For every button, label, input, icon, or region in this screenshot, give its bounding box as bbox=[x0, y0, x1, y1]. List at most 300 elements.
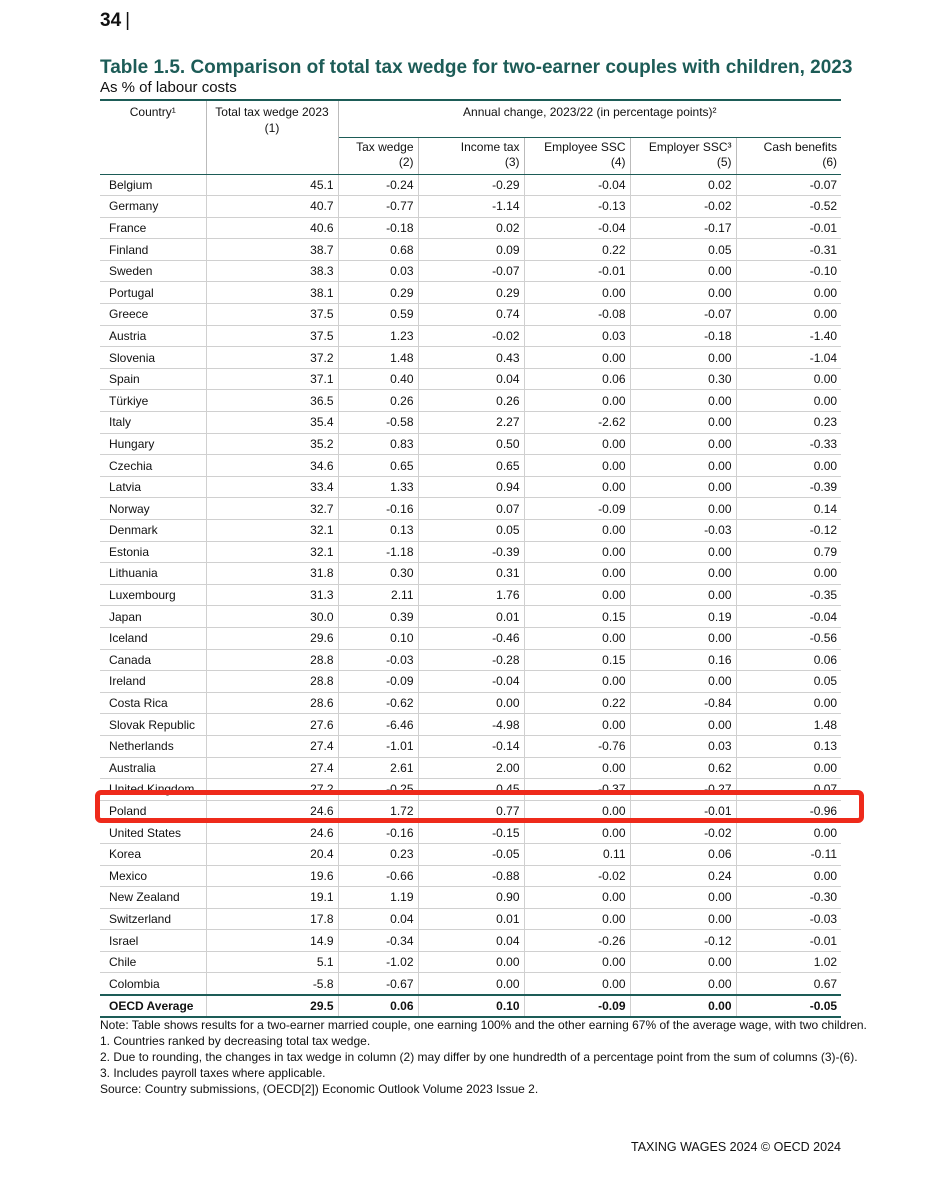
value-cell: 0.00 bbox=[736, 563, 841, 585]
country-cell: Germany bbox=[100, 196, 206, 218]
value-cell: 28.8 bbox=[206, 671, 338, 693]
value-cell: 35.4 bbox=[206, 412, 338, 434]
value-cell: -0.16 bbox=[338, 498, 418, 520]
value-cell: 0.10 bbox=[418, 995, 524, 1017]
table-row bbox=[100, 908, 841, 930]
header-annual-change: Annual change, 2023/22 (in percentage points)² bbox=[338, 100, 841, 137]
value-cell: -0.01 bbox=[630, 800, 736, 822]
value-cell: 0.13 bbox=[338, 520, 418, 542]
value-cell: 0.00 bbox=[524, 433, 630, 455]
value-cell: 0.05 bbox=[418, 520, 524, 542]
table-row bbox=[100, 239, 841, 261]
value-cell: 0.03 bbox=[338, 260, 418, 282]
value-cell: -0.39 bbox=[418, 541, 524, 563]
value-cell: -0.07 bbox=[418, 260, 524, 282]
value-cell: 27.6 bbox=[206, 714, 338, 736]
table-row bbox=[100, 973, 841, 995]
country-cell: Spain bbox=[100, 368, 206, 390]
value-cell: 0.50 bbox=[418, 433, 524, 455]
country-cell: Iceland bbox=[100, 627, 206, 649]
country-cell: OECD Average bbox=[100, 995, 206, 1017]
value-cell: -0.25 bbox=[338, 779, 418, 801]
value-cell: 0.00 bbox=[524, 584, 630, 606]
value-cell: 0.00 bbox=[418, 973, 524, 995]
value-cell: 33.4 bbox=[206, 476, 338, 498]
country-cell: Israel bbox=[100, 930, 206, 952]
value-cell: 0.65 bbox=[338, 455, 418, 477]
value-cell: 0.30 bbox=[338, 563, 418, 585]
value-cell: 0.00 bbox=[630, 390, 736, 412]
value-cell: 0.00 bbox=[630, 951, 736, 973]
table-row bbox=[100, 368, 841, 390]
value-cell: -0.02 bbox=[524, 865, 630, 887]
table-row bbox=[100, 563, 841, 585]
table-row bbox=[100, 757, 841, 779]
value-cell: -0.01 bbox=[736, 930, 841, 952]
value-cell: 35.2 bbox=[206, 433, 338, 455]
value-cell: -0.30 bbox=[736, 887, 841, 909]
table-row bbox=[100, 304, 841, 326]
country-cell: Netherlands bbox=[100, 735, 206, 757]
table-row bbox=[100, 692, 841, 714]
header-country: Country¹ bbox=[100, 100, 206, 174]
value-cell: 0.00 bbox=[418, 692, 524, 714]
table-row bbox=[100, 390, 841, 412]
value-cell: 0.67 bbox=[736, 973, 841, 995]
value-cell: 0.94 bbox=[418, 476, 524, 498]
header-total-label: Total tax wedge 2023 bbox=[215, 105, 329, 119]
value-cell: 0.06 bbox=[630, 843, 736, 865]
page-footer: TAXING WAGES 2024 © OECD 2024 bbox=[631, 1140, 841, 1154]
value-cell: 28.6 bbox=[206, 692, 338, 714]
country-cell: Costa Rica bbox=[100, 692, 206, 714]
value-cell: 0.26 bbox=[338, 390, 418, 412]
value-cell: -0.02 bbox=[630, 196, 736, 218]
value-cell: 34.6 bbox=[206, 455, 338, 477]
value-cell: 20.4 bbox=[206, 843, 338, 865]
value-cell: 19.1 bbox=[206, 887, 338, 909]
value-cell: -0.04 bbox=[418, 671, 524, 693]
value-cell: -0.12 bbox=[736, 520, 841, 542]
value-cell: 0.00 bbox=[524, 455, 630, 477]
header-total bbox=[206, 100, 338, 174]
value-cell: 0.00 bbox=[736, 282, 841, 304]
value-cell: 0.79 bbox=[736, 541, 841, 563]
header-sub-num: (3) bbox=[504, 154, 520, 169]
value-cell: 0.23 bbox=[338, 843, 418, 865]
value-cell: -0.17 bbox=[630, 217, 736, 239]
value-cell: 0.10 bbox=[338, 627, 418, 649]
value-cell: -0.03 bbox=[630, 520, 736, 542]
header-sub bbox=[418, 137, 524, 174]
value-cell: 17.8 bbox=[206, 908, 338, 930]
country-cell: Portugal bbox=[100, 282, 206, 304]
value-cell: 0.00 bbox=[630, 541, 736, 563]
value-cell: -0.08 bbox=[524, 304, 630, 326]
value-cell: -0.10 bbox=[736, 260, 841, 282]
country-cell: Italy bbox=[100, 412, 206, 434]
value-cell: 2.00 bbox=[418, 757, 524, 779]
value-cell: 0.74 bbox=[418, 304, 524, 326]
value-cell: 40.7 bbox=[206, 196, 338, 218]
country-cell: Switzerland bbox=[100, 908, 206, 930]
value-cell: 0.00 bbox=[630, 714, 736, 736]
value-cell: 0.02 bbox=[630, 174, 736, 196]
value-cell: -0.14 bbox=[418, 735, 524, 757]
value-cell: 0.03 bbox=[630, 735, 736, 757]
country-cell: Canada bbox=[100, 649, 206, 671]
value-cell: 0.68 bbox=[338, 239, 418, 261]
country-cell: Lithuania bbox=[100, 563, 206, 585]
country-cell: Slovenia bbox=[100, 347, 206, 369]
country-cell: Denmark bbox=[100, 520, 206, 542]
value-cell: 1.33 bbox=[338, 476, 418, 498]
value-cell: 0.00 bbox=[736, 822, 841, 844]
value-cell: -0.46 bbox=[418, 627, 524, 649]
page-number-separator: | bbox=[125, 10, 131, 31]
value-cell: -0.39 bbox=[736, 476, 841, 498]
country-cell: Sweden bbox=[100, 260, 206, 282]
value-cell: 1.48 bbox=[736, 714, 841, 736]
value-cell: -0.31 bbox=[736, 239, 841, 261]
table-row bbox=[100, 412, 841, 434]
value-cell: -0.76 bbox=[524, 735, 630, 757]
value-cell: 0.00 bbox=[736, 390, 841, 412]
value-cell: 0.30 bbox=[630, 368, 736, 390]
table-row bbox=[100, 347, 841, 369]
value-cell: -0.56 bbox=[736, 627, 841, 649]
value-cell: 0.00 bbox=[630, 260, 736, 282]
value-cell: 1.02 bbox=[736, 951, 841, 973]
table-row bbox=[100, 822, 841, 844]
value-cell: 0.00 bbox=[630, 455, 736, 477]
value-cell: 30.0 bbox=[206, 606, 338, 628]
value-cell: 27.2 bbox=[206, 779, 338, 801]
value-cell: -0.16 bbox=[338, 822, 418, 844]
value-cell: 0.00 bbox=[630, 412, 736, 434]
value-cell: 0.00 bbox=[630, 908, 736, 930]
value-cell: 1.72 bbox=[338, 800, 418, 822]
value-cell: 38.1 bbox=[206, 282, 338, 304]
value-cell: 0.00 bbox=[630, 498, 736, 520]
value-cell: -0.29 bbox=[418, 174, 524, 196]
value-cell: 1.19 bbox=[338, 887, 418, 909]
table-row bbox=[100, 649, 841, 671]
value-cell: 0.00 bbox=[524, 887, 630, 909]
table-row bbox=[100, 800, 841, 822]
value-cell: 0.00 bbox=[630, 973, 736, 995]
value-cell: -0.58 bbox=[338, 412, 418, 434]
header-sub-num: (5) bbox=[716, 154, 732, 169]
value-cell: 0.09 bbox=[418, 239, 524, 261]
value-cell: -0.66 bbox=[338, 865, 418, 887]
value-cell: 0.16 bbox=[630, 649, 736, 671]
value-cell: 5.1 bbox=[206, 951, 338, 973]
header-sub-label: Employee SSC bbox=[544, 139, 626, 154]
header-sub-label: Employer SSC³ bbox=[648, 139, 732, 154]
value-cell: 0.15 bbox=[524, 649, 630, 671]
header-sub-label: Cash benefits bbox=[763, 139, 838, 154]
value-cell: 0.00 bbox=[630, 627, 736, 649]
value-cell: 0.40 bbox=[338, 368, 418, 390]
value-cell: -0.67 bbox=[338, 973, 418, 995]
value-cell: 29.5 bbox=[206, 995, 338, 1017]
value-cell: -1.14 bbox=[418, 196, 524, 218]
value-cell: 0.11 bbox=[524, 843, 630, 865]
page-number bbox=[100, 10, 130, 32]
value-cell: -5.8 bbox=[206, 973, 338, 995]
value-cell: 0.04 bbox=[418, 368, 524, 390]
value-cell: -0.03 bbox=[736, 908, 841, 930]
note-line: Note: Table shows results for a two-earner married couple, one earning 100% and the other earning 67% of the average wage, with two children. bbox=[100, 1018, 867, 1032]
value-cell: -0.84 bbox=[630, 692, 736, 714]
country-cell: Poland bbox=[100, 800, 206, 822]
country-cell: New Zealand bbox=[100, 887, 206, 909]
header-row-main bbox=[100, 100, 841, 137]
table-row bbox=[100, 455, 841, 477]
value-cell: -1.02 bbox=[338, 951, 418, 973]
header-sub-label: Tax wedge bbox=[356, 139, 414, 154]
page-number-value: 34 bbox=[100, 10, 122, 31]
table-row bbox=[100, 843, 841, 865]
value-cell: 0.14 bbox=[736, 498, 841, 520]
table-row bbox=[100, 735, 841, 757]
header-sub-label: Income tax bbox=[460, 139, 520, 154]
table-row bbox=[100, 433, 841, 455]
value-cell: 0.22 bbox=[524, 239, 630, 261]
table-row bbox=[100, 282, 841, 304]
value-cell: -0.26 bbox=[524, 930, 630, 952]
country-cell: United Kingdom bbox=[100, 779, 206, 801]
value-cell: 0.06 bbox=[524, 368, 630, 390]
value-cell: 0.00 bbox=[524, 390, 630, 412]
table-row bbox=[100, 325, 841, 347]
value-cell: 0.00 bbox=[524, 951, 630, 973]
country-cell: Slovak Republic bbox=[100, 714, 206, 736]
value-cell: 31.8 bbox=[206, 563, 338, 585]
value-cell: 0.07 bbox=[736, 779, 841, 801]
value-cell: 14.9 bbox=[206, 930, 338, 952]
table-row bbox=[100, 887, 841, 909]
value-cell: 0.13 bbox=[736, 735, 841, 757]
value-cell: 0.00 bbox=[736, 368, 841, 390]
value-cell: -0.01 bbox=[736, 217, 841, 239]
value-cell: 0.45 bbox=[418, 779, 524, 801]
value-cell: -0.52 bbox=[736, 196, 841, 218]
value-cell: 2.27 bbox=[418, 412, 524, 434]
value-cell: 36.5 bbox=[206, 390, 338, 412]
country-cell: United States bbox=[100, 822, 206, 844]
value-cell: -0.24 bbox=[338, 174, 418, 196]
header-sub bbox=[524, 137, 630, 174]
value-cell: 37.1 bbox=[206, 368, 338, 390]
country-cell: Ireland bbox=[100, 671, 206, 693]
value-cell: 0.05 bbox=[736, 671, 841, 693]
value-cell: 0.04 bbox=[338, 908, 418, 930]
table-row bbox=[100, 627, 841, 649]
table-row-average bbox=[100, 995, 841, 1017]
value-cell: 0.65 bbox=[418, 455, 524, 477]
table-row bbox=[100, 671, 841, 693]
table-title: Table 1.5. Comparison of total tax wedge for two-earner couples with children, 2023 bbox=[100, 57, 853, 78]
value-cell: 0.43 bbox=[418, 347, 524, 369]
value-cell: 0.04 bbox=[418, 930, 524, 952]
table-row bbox=[100, 865, 841, 887]
value-cell: -0.33 bbox=[736, 433, 841, 455]
value-cell: 1.76 bbox=[418, 584, 524, 606]
value-cell: 0.00 bbox=[524, 714, 630, 736]
table-row bbox=[100, 714, 841, 736]
value-cell: -0.02 bbox=[418, 325, 524, 347]
value-cell: -6.46 bbox=[338, 714, 418, 736]
value-cell: -0.37 bbox=[524, 779, 630, 801]
header-sub bbox=[736, 137, 841, 174]
value-cell: -0.35 bbox=[736, 584, 841, 606]
value-cell: 37.5 bbox=[206, 304, 338, 326]
value-cell: -2.62 bbox=[524, 412, 630, 434]
value-cell: 32.1 bbox=[206, 520, 338, 542]
value-cell: 2.61 bbox=[338, 757, 418, 779]
value-cell: 0.00 bbox=[524, 908, 630, 930]
value-cell: 0.00 bbox=[630, 282, 736, 304]
country-cell: Norway bbox=[100, 498, 206, 520]
table-row bbox=[100, 260, 841, 282]
value-cell: 0.00 bbox=[524, 563, 630, 585]
value-cell: 19.6 bbox=[206, 865, 338, 887]
table-row bbox=[100, 584, 841, 606]
value-cell: -0.09 bbox=[524, 995, 630, 1017]
country-cell: Hungary bbox=[100, 433, 206, 455]
value-cell: 0.00 bbox=[630, 995, 736, 1017]
value-cell: -0.04 bbox=[524, 174, 630, 196]
value-cell: 24.6 bbox=[206, 800, 338, 822]
country-cell: Estonia bbox=[100, 541, 206, 563]
country-cell: Latvia bbox=[100, 476, 206, 498]
value-cell: 0.00 bbox=[736, 757, 841, 779]
value-cell: 0.15 bbox=[524, 606, 630, 628]
value-cell: 2.11 bbox=[338, 584, 418, 606]
value-cell: 45.1 bbox=[206, 174, 338, 196]
value-cell: -0.13 bbox=[524, 196, 630, 218]
country-cell: Belgium bbox=[100, 174, 206, 196]
value-cell: -4.98 bbox=[418, 714, 524, 736]
value-cell: 0.29 bbox=[418, 282, 524, 304]
table-notes bbox=[100, 1017, 867, 1097]
value-cell: -0.05 bbox=[418, 843, 524, 865]
value-cell: 0.77 bbox=[418, 800, 524, 822]
value-cell: 0.00 bbox=[736, 865, 841, 887]
value-cell: 0.00 bbox=[630, 476, 736, 498]
value-cell: -0.18 bbox=[630, 325, 736, 347]
table-row bbox=[100, 217, 841, 239]
country-cell: Japan bbox=[100, 606, 206, 628]
table-row bbox=[100, 541, 841, 563]
value-cell: 0.26 bbox=[418, 390, 524, 412]
value-cell: -0.88 bbox=[418, 865, 524, 887]
value-cell: -0.28 bbox=[418, 649, 524, 671]
value-cell: -0.62 bbox=[338, 692, 418, 714]
value-cell: 0.62 bbox=[630, 757, 736, 779]
country-cell: Türkiye bbox=[100, 390, 206, 412]
header-sub-num: (4) bbox=[610, 154, 626, 169]
value-cell: 0.02 bbox=[418, 217, 524, 239]
value-cell: -0.09 bbox=[524, 498, 630, 520]
value-cell: 0.00 bbox=[630, 563, 736, 585]
country-cell: Mexico bbox=[100, 865, 206, 887]
country-cell: Korea bbox=[100, 843, 206, 865]
value-cell: -0.15 bbox=[418, 822, 524, 844]
value-cell: -0.77 bbox=[338, 196, 418, 218]
value-cell: -0.04 bbox=[524, 217, 630, 239]
value-cell: -0.34 bbox=[338, 930, 418, 952]
note-line: Source: Country submissions, (OECD[2]) Economic Outlook Volume 2023 Issue 2. bbox=[100, 1082, 539, 1096]
country-cell: Chile bbox=[100, 951, 206, 973]
value-cell: 0.19 bbox=[630, 606, 736, 628]
value-cell: 0.39 bbox=[338, 606, 418, 628]
table-row bbox=[100, 476, 841, 498]
table-row bbox=[100, 520, 841, 542]
value-cell: 0.00 bbox=[524, 282, 630, 304]
value-cell: 32.7 bbox=[206, 498, 338, 520]
value-cell: 0.00 bbox=[524, 520, 630, 542]
value-cell: 0.00 bbox=[524, 671, 630, 693]
country-cell: France bbox=[100, 217, 206, 239]
value-cell: 0.01 bbox=[418, 606, 524, 628]
value-cell: 0.01 bbox=[418, 908, 524, 930]
value-cell: 0.00 bbox=[418, 951, 524, 973]
table-subtitle: As % of labour costs bbox=[100, 79, 237, 96]
value-cell: -0.09 bbox=[338, 671, 418, 693]
value-cell: 0.00 bbox=[736, 304, 841, 326]
value-cell: 0.00 bbox=[736, 692, 841, 714]
value-cell: 24.6 bbox=[206, 822, 338, 844]
value-cell: 0.00 bbox=[524, 800, 630, 822]
country-cell: Finland bbox=[100, 239, 206, 261]
table-row bbox=[100, 779, 841, 801]
note-line: 1. Countries ranked by decreasing total tax wedge. bbox=[100, 1034, 371, 1048]
value-cell: 0.00 bbox=[524, 973, 630, 995]
value-cell: 0.00 bbox=[524, 347, 630, 369]
value-cell: -0.05 bbox=[736, 995, 841, 1017]
header-sub bbox=[338, 137, 418, 174]
value-cell: 40.6 bbox=[206, 217, 338, 239]
value-cell: -1.18 bbox=[338, 541, 418, 563]
value-cell: -1.40 bbox=[736, 325, 841, 347]
value-cell: 37.2 bbox=[206, 347, 338, 369]
value-cell: -0.27 bbox=[630, 779, 736, 801]
value-cell: 0.00 bbox=[630, 347, 736, 369]
value-cell: 0.06 bbox=[338, 995, 418, 1017]
value-cell: 0.00 bbox=[524, 541, 630, 563]
value-cell: 0.00 bbox=[524, 627, 630, 649]
value-cell: 0.05 bbox=[630, 239, 736, 261]
header-total-num: (1) bbox=[264, 121, 280, 135]
table-row bbox=[100, 196, 841, 218]
value-cell: 0.59 bbox=[338, 304, 418, 326]
value-cell: 38.7 bbox=[206, 239, 338, 261]
value-cell: 0.00 bbox=[630, 433, 736, 455]
value-cell: 0.83 bbox=[338, 433, 418, 455]
value-cell: 28.8 bbox=[206, 649, 338, 671]
value-cell: 0.00 bbox=[630, 584, 736, 606]
country-cell: Luxembourg bbox=[100, 584, 206, 606]
value-cell: -0.02 bbox=[630, 822, 736, 844]
value-cell: 38.3 bbox=[206, 260, 338, 282]
value-cell: -0.12 bbox=[630, 930, 736, 952]
value-cell: 0.00 bbox=[524, 822, 630, 844]
value-cell: -0.11 bbox=[736, 843, 841, 865]
value-cell: -0.18 bbox=[338, 217, 418, 239]
